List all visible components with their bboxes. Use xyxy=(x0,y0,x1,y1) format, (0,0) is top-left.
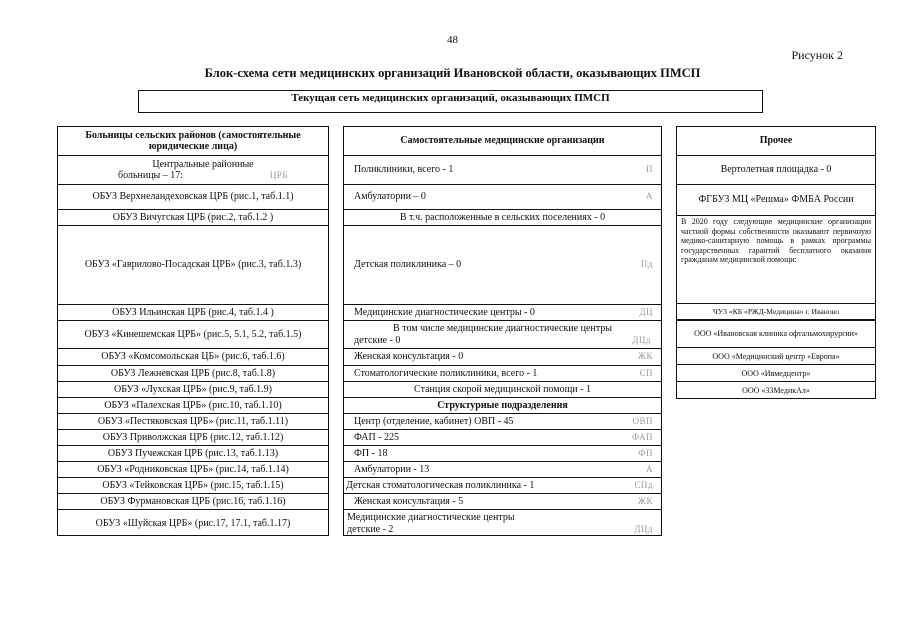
women-consult-code: ЖК xyxy=(637,351,653,362)
children-polyclinic-row xyxy=(344,226,661,305)
independent-orgs-column xyxy=(343,126,662,536)
hospital-item: ОБУЗ «Пестяковская ЦРБ» (рис.11, таб.1.11) xyxy=(58,414,328,430)
ovp-label: Центр (отделение, кабинет) ОВП - 45 xyxy=(354,415,514,427)
hospital-item: ОБУЗ Лежневская ЦРБ (рис.8, таб.1.8) xyxy=(58,366,328,382)
diag-centers-row xyxy=(344,305,661,321)
polyclinics-label: Поликлиники, всего - 1 xyxy=(354,164,454,176)
page-number: 48 xyxy=(447,34,458,46)
diag-centers-code: ДЦ xyxy=(639,306,653,317)
children-polyclinic-code: Пд xyxy=(640,259,653,270)
polyclinics-code: П xyxy=(646,164,653,175)
private-org-box xyxy=(676,382,876,399)
rural-hospitals-column xyxy=(57,126,329,536)
crb-code: ЦРБ xyxy=(269,170,288,180)
other-header: Прочее xyxy=(677,127,875,156)
dental-code: СП xyxy=(639,367,653,378)
fap-code: ФАП xyxy=(631,431,653,442)
ovp-row xyxy=(344,414,661,430)
other-column xyxy=(676,126,876,320)
hospital-item: ОБУЗ Вичугская ЦРБ (рис.2, таб.1.2 ) xyxy=(58,210,328,226)
ambulatory-code: А xyxy=(646,191,653,202)
hospital-item: ОБУЗ «Шуйская ЦРБ» (рис.17, 17.1, таб.1.17) xyxy=(95,517,291,529)
ambulance-row: Станция скорой медицинской помощи - 1 xyxy=(344,382,661,398)
hospital-item: ОБУЗ Пучежская ЦРБ (рис.13, таб.1.13) xyxy=(58,446,328,462)
diag-children-code: ДЦд xyxy=(632,334,651,345)
amb13-label: Амбулатории - 13 xyxy=(354,463,430,475)
hospital-item: ОБУЗ «Лухская ЦРБ» (рис.9, таб.1.9) xyxy=(58,382,328,398)
women-consult-row xyxy=(344,349,661,366)
diag-centers-label: Медицинские диагностические центры - 0 xyxy=(354,306,535,318)
rural-hospitals-header: Больницы сельских районов (самостоятельные юридические лица) xyxy=(58,127,328,156)
hospital-item: ОБУЗ «Комсомольская ЦБ» (рис.6, таб.1.6) xyxy=(58,349,328,366)
private-orgs-paragraph: В 2020 году следующие медицинские организации частной формы собственности оказывают первичную медико-санитарную помощь в рамках программы государственных гарантий бесплатного оказания гражданам медицинской помощи: xyxy=(677,216,875,304)
private-org-box xyxy=(676,348,876,365)
fgbuz-row: ФГБУЗ МЦ «Решма» ФМБА России xyxy=(677,185,875,216)
private-org-box xyxy=(676,320,876,348)
amb13-row xyxy=(344,462,661,478)
crb-summary xyxy=(58,156,328,185)
hospital-item: ОБУЗ Ильинская ЦРБ (рис.4, таб.1.4 ) xyxy=(58,305,328,321)
women5-label: Женская консультация - 5 xyxy=(354,495,464,507)
private-org-item: ООО «Ивмедцентр» xyxy=(741,368,811,378)
crb-summary-line1: Центральные районные xyxy=(152,158,254,170)
private-org-item: ООО «33МедикАл» xyxy=(742,385,810,395)
private-org-box xyxy=(676,365,876,382)
fap-label: ФАП - 225 xyxy=(354,431,400,443)
hospital-item: ОБУЗ «Родниковская ЦРБ» (рис.14, таб.1.14) xyxy=(58,462,328,478)
structural-units-header: Структурные подразделения xyxy=(344,398,661,414)
polyclinics-row xyxy=(344,156,661,185)
fp-label: ФП - 18 xyxy=(354,447,388,459)
ambulatory-row xyxy=(344,185,661,210)
heliport-row: Вертолетная площадка - 0 xyxy=(677,156,875,185)
children-polyclinic-label: Детская поликлиника – 0 xyxy=(354,259,462,271)
women5-row xyxy=(344,494,661,510)
amb13-code: А xyxy=(646,463,653,474)
diag-children2-code: ДЦд xyxy=(634,523,653,534)
hospital-item: ОБУЗ «Кинешемская ЦРБ» (рис.5, 5.1, 5.2, таб.1.5) xyxy=(58,321,328,349)
dental-label: Стоматологические поликлиники, всего - 1 xyxy=(354,367,538,379)
diag-children-line1: В том числе медицинские диагностические центры xyxy=(393,323,612,334)
fap-row xyxy=(344,430,661,446)
hospital-item: ОБУЗ Фурмановская ЦРБ (рис.16, таб.1.16) xyxy=(58,494,328,510)
diag-children-line2: детские - 0 xyxy=(354,334,401,346)
child-dental-code: СПд xyxy=(634,479,653,490)
figure-label: Рисунок 2 xyxy=(791,48,843,62)
hospital-item: ОБУЗ Приволжская ЦРБ (рис.12, таб.1.12) xyxy=(58,430,328,446)
rural-settlements-row: В т.ч. расположенные в сельских поселениях - 0 xyxy=(344,210,661,226)
child-dental-row xyxy=(344,478,661,494)
ovp-code: ОВП xyxy=(632,415,653,426)
hospital-item: ОБУЗ «Тейковская ЦРБ» (рис.15, таб.1.15) xyxy=(58,478,328,494)
hospital-item: ОБУЗ «Гаврилово-Посадская ЦРБ» (рис.3, таб.1.3) xyxy=(58,226,328,305)
dental-row xyxy=(344,366,661,382)
private-org-item: ЧУЗ «КБ «РЖД-Медицина» г. Иваново xyxy=(677,304,875,321)
crb-summary-line2: больницы – 17: xyxy=(118,170,184,181)
fp-code: ФП xyxy=(638,447,653,458)
private-org-item: ООО «Ивановская клиника офтальмохирургии» xyxy=(694,329,858,339)
fp-row xyxy=(344,446,661,462)
diag-children2-line2: детские - 2 xyxy=(347,523,394,535)
ambulatory-label: Амбулатории – 0 xyxy=(354,191,426,203)
diag-children2-line1: Медицинские диагностические центры xyxy=(347,512,515,523)
private-org-item: ООО «Медицинский центр «Европа» xyxy=(712,351,840,361)
child-dental-label: Детская стоматологическая поликлиника - 1 xyxy=(346,479,535,491)
independent-orgs-header: Самостоятельные медицинские организации xyxy=(344,127,661,156)
diag-children2-row xyxy=(344,510,661,537)
hospital-item: ОБУЗ «Палехская ЦРБ» (рис.10, таб.1.10) xyxy=(58,398,328,414)
hospital-item: ОБУЗ Верхнеландеховская ЦРБ (рис.1, таб.1.1) xyxy=(58,185,328,210)
women-consult-label: Женская консультация - 0 xyxy=(354,351,464,363)
current-network-box: Текущая сеть медицинских организаций, оказывающих ПМСП xyxy=(138,90,763,113)
women5-code: ЖК xyxy=(637,495,653,506)
diagram-title: Блок-схема сети медицинских организаций Ивановской области, оказывающих ПМСП xyxy=(204,66,701,80)
diag-children-row xyxy=(344,321,661,349)
